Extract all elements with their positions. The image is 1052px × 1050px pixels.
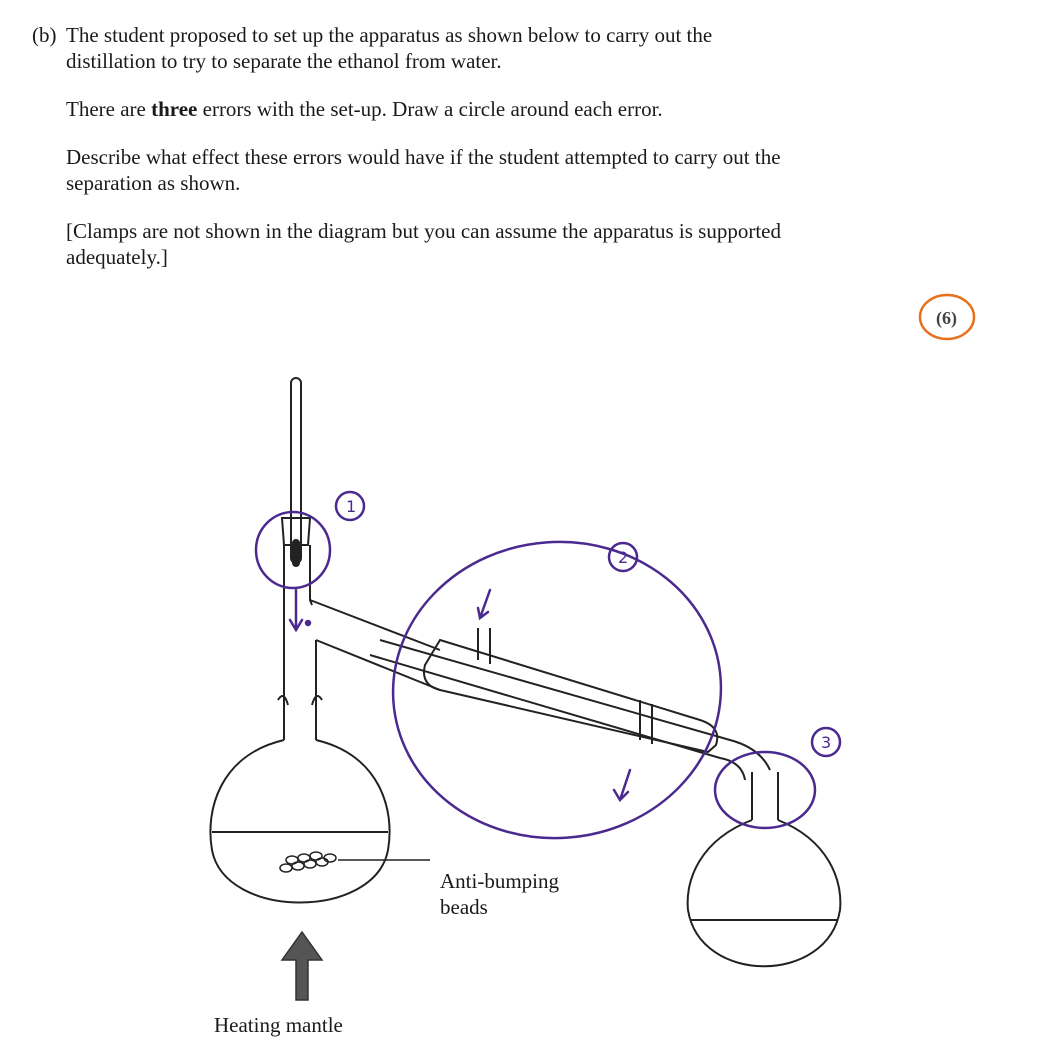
down-arrow-3 xyxy=(614,770,630,800)
describe-line-1: Describe what effect these errors would have if the student attempted to carry out the xyxy=(66,145,781,169)
anti-bumping-beads xyxy=(280,852,336,872)
clamps-line-1: [Clamps are not shown in the diagram but you can assume the apparatus is supported xyxy=(66,219,782,243)
error-number-3: 3 xyxy=(821,733,832,752)
error-circle-3 xyxy=(715,752,815,828)
condenser-inner xyxy=(370,640,770,780)
heating-arrow xyxy=(282,932,322,1000)
marks-circle xyxy=(920,295,974,339)
side-arm xyxy=(310,600,440,690)
receiving-flask xyxy=(688,820,841,966)
errors-post: errors with the set-up. Draw a circle around each error. xyxy=(197,97,663,121)
beads-label xyxy=(440,868,559,920)
boiling-flask xyxy=(210,740,389,903)
thermometer-bulb xyxy=(293,540,299,566)
beads-label-line-2: beads xyxy=(440,895,488,919)
intro-line-1: The student proposed to set up the apparatus as shown below to carry out the xyxy=(66,23,713,47)
water-inlet xyxy=(478,628,490,664)
heating-mantle-label: Heating mantle xyxy=(214,1013,343,1037)
describe-line-2: separation as shown. xyxy=(66,171,241,195)
error-number-2: 2 xyxy=(618,548,629,567)
marks-label: (6) xyxy=(936,308,957,328)
down-arrow-1 xyxy=(290,590,302,630)
errors-pre: There are xyxy=(66,97,152,121)
condenser-jacket xyxy=(424,640,717,752)
flask-neck xyxy=(284,640,316,740)
down-arrow-2 xyxy=(478,590,490,618)
thermometer xyxy=(291,378,301,563)
intro-line-2: distillation to try to separate the ethanol from water. xyxy=(66,49,502,73)
question-label: (b) xyxy=(32,23,57,47)
beads-label-line-1: Anti-bumping xyxy=(440,869,559,893)
errors-bold: three xyxy=(151,97,198,121)
adapter xyxy=(752,772,778,820)
error-number-1: 1 xyxy=(346,497,357,516)
ink-dot xyxy=(306,621,310,625)
clamps-line-2: adequately.] xyxy=(66,245,168,269)
